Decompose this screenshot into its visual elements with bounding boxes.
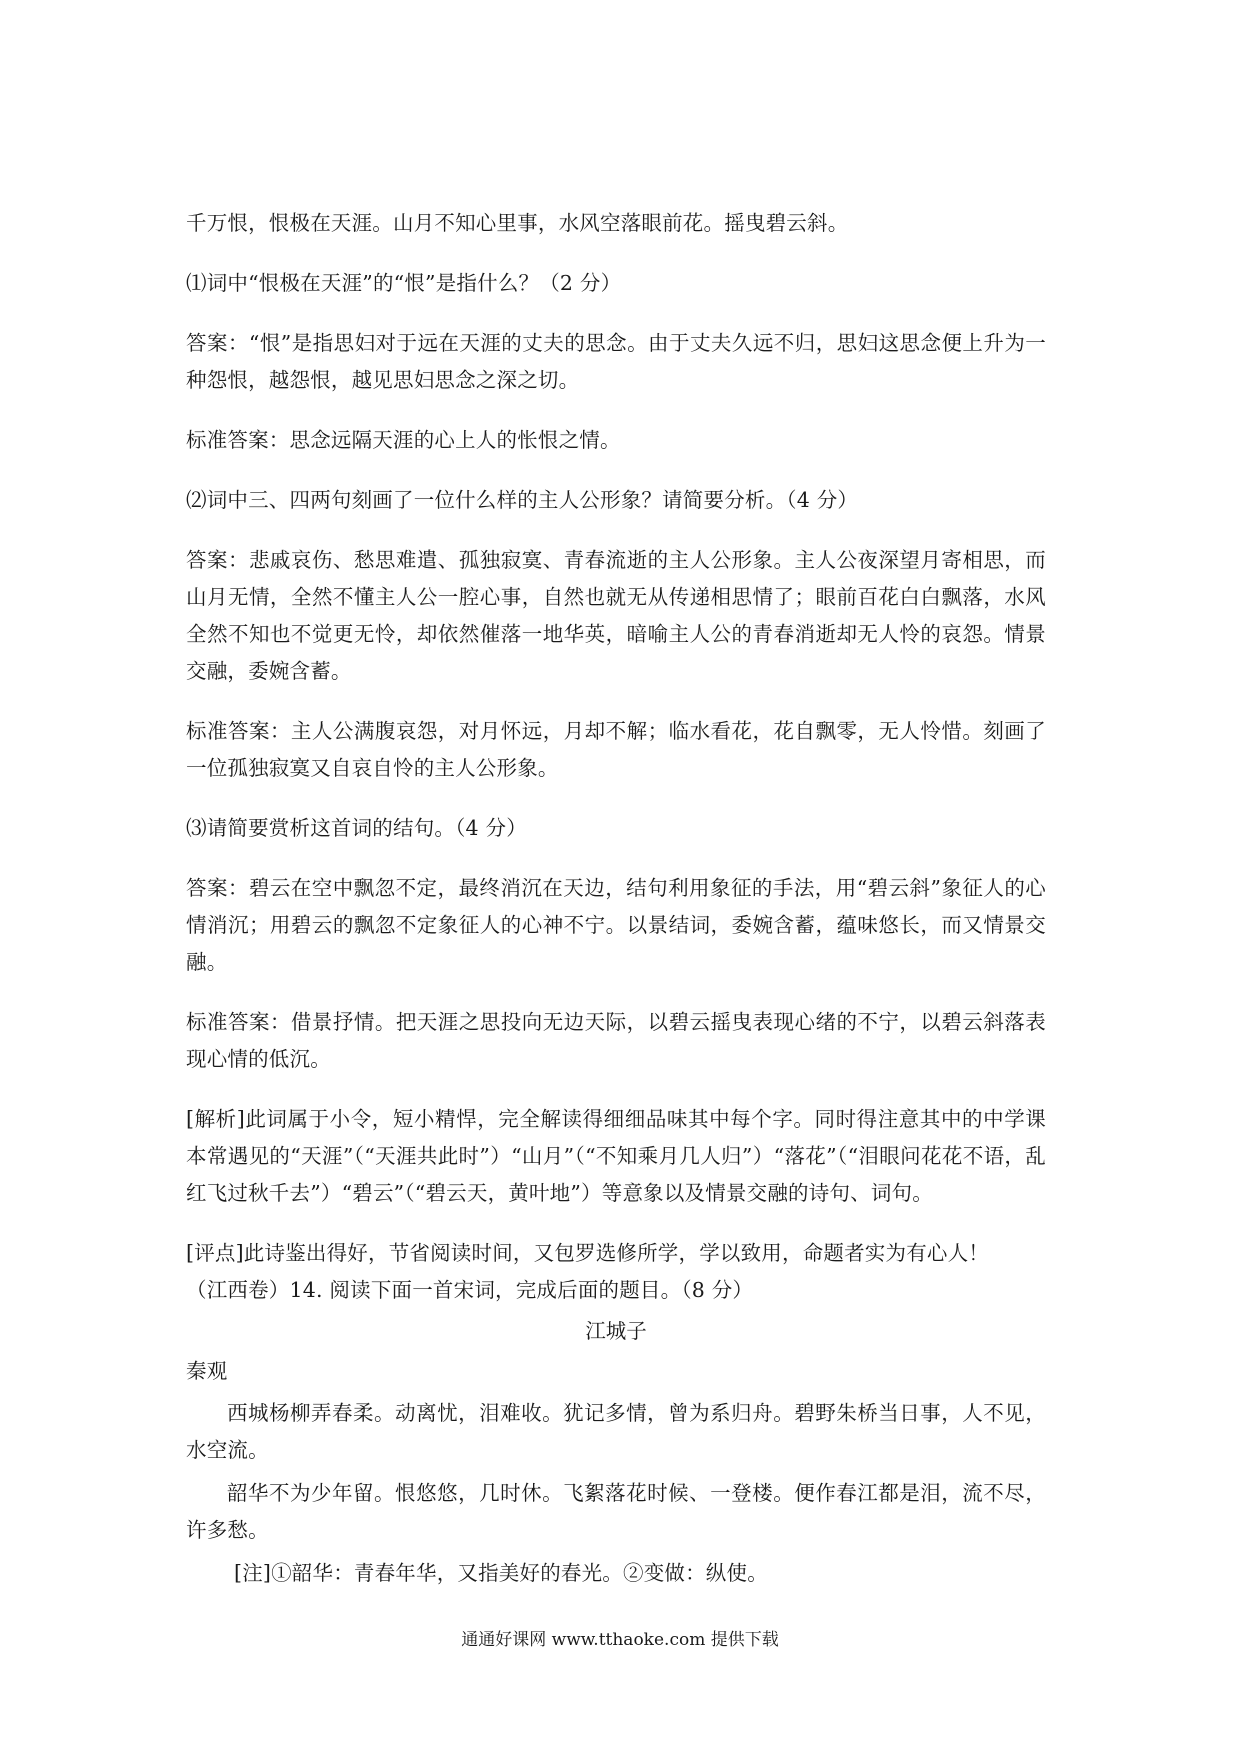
question-2: ⑵词中三、四两句刻画了一位什么样的主人公形象？请简要分析。（4 分）: [186, 488, 859, 512]
answer-2: 答案：悲戚哀伤、愁思难遣、孤独寂寞、青春流逝的主人公形象。主人公夜深望月寄相思，而山月无情，全然不懂主人公一腔心事，自然也就无从传递相思情了；眼前百花白白飘落，水风全然不知也不觉更无怜，却依然催落一地华英，暗喻主人公的青春消逝却无人怜的哀怨。情景交融，委婉含蓄。: [186, 548, 1046, 683]
poem-stanza-1: 西城杨柳弄春柔。动离忧，泪难收。犹记多情，曾为系归舟。碧野朱桥当日事，人不见，水空流。: [186, 1401, 1046, 1462]
poem-stanza-2: 韶华不为少年留。恨悠悠，几时休。飞絮落花时候、一登楼。便作春江都是泪，流不尽，许多愁。: [186, 1481, 1046, 1542]
poem-title: 江城子: [585, 1319, 647, 1343]
answer-3: 答案：碧云在空中飘忽不定，最终消沉在天边，结句利用象征的手法，用“碧云斜”象征人的心情消沉；用碧云的飘忽不定象征人的心神不宁。以景结词，委婉含蓄，蕴味悠长，而又情景交融。: [186, 876, 1046, 974]
poem-closing-lines: 千万恨，恨极在天涯。山月不知心里事，水风空落眼前花。摇曳碧云斜。: [186, 211, 849, 235]
question-14-heading: （江西卷）14. 阅读下面一首宋词，完成后面的题目。（8 分）: [186, 1278, 754, 1302]
comment-paragraph: [评点]此诗鉴出得好，节省阅读时间，又包罗选修所学，学以致用，命题者实为有心人！: [186, 1241, 989, 1265]
question-3: ⑶请简要赏析这首词的结句。（4 分）: [186, 816, 527, 840]
standard-answer-1: 标准答案：思念远隔天涯的心上人的怅恨之情。: [186, 428, 621, 452]
poem-author: 秦观: [186, 1359, 228, 1383]
document-body: [186, 205, 1046, 1592]
answer-1: 答案：“恨”是指思妇对于远在天涯的丈夫的思念。由于丈夫久远不归，思妇这思念便上升为一种怨恨，越怨恨，越见思妇思念之深之切。: [186, 331, 1046, 392]
question-1: ⑴词中“恨极在天涯”的“恨”是指什么？（2 分）: [186, 271, 622, 295]
poem-note: [注]①韶华：青春年华，又指美好的春光。②变做：纵使。: [234, 1561, 768, 1585]
analysis-paragraph: [解析]此词属于小令，短小精悍，完全解读得细细品味其中每个字。同时得注意其中的中学课本常遇见的“天涯”（“天涯共此时”）“山月”（“不知乘月几人归”）“落花”（“泪眼问花花不语，乱红飞过秋千去”）“碧云”（“碧云天，黄叶地”）等意象以及情景交融的诗句、词句。: [186, 1107, 1046, 1205]
standard-answer-2: 标准答案：主人公满腹哀怨，对月怀远，月却不解；临水看花，花自飘零，无人怜惜。刻画了一位孤独寂寞又自哀自怜的主人公形象。: [186, 719, 1046, 780]
page-footer: 通通好课网 www.tthaoke.com 提供下载: [461, 1630, 779, 1650]
standard-answer-3: 标准答案：借景抒情。把天涯之思投向无边天际，以碧云摇曳表现心绪的不宁，以碧云斜落表现心情的低沉。: [186, 1010, 1046, 1071]
